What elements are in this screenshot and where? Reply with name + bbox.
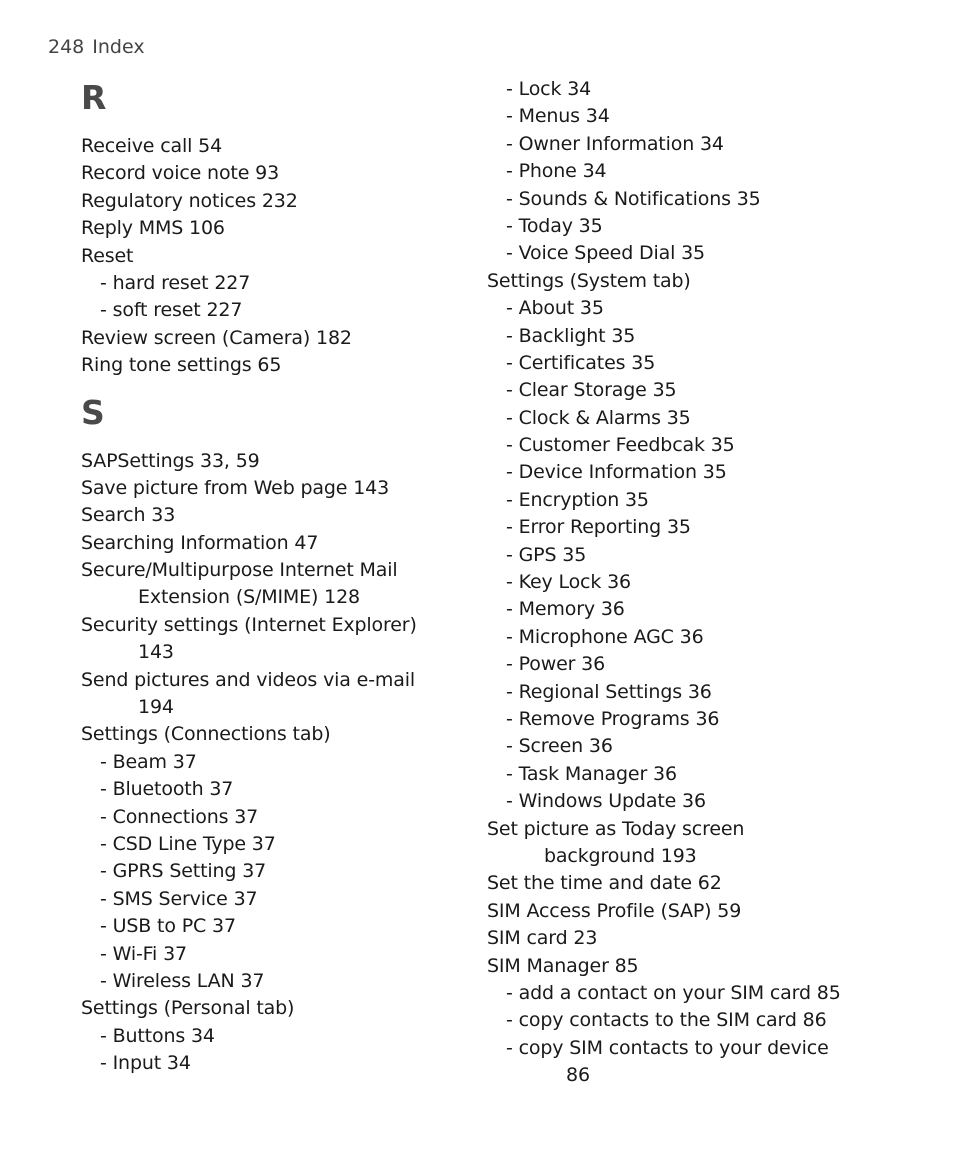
- index-entry: Search 33: [81, 504, 176, 527]
- index-entry: Settings (System tab): [487, 269, 691, 292]
- index-entry: Secure/Multipurpose Internet Mail: [81, 559, 398, 582]
- header-title: Index: [92, 36, 145, 58]
- index-entry: SIM card 23: [487, 927, 598, 950]
- index-entry: Record voice note 93: [81, 162, 280, 185]
- index-entry-continuation: Extension (S/MIME) 128: [138, 586, 361, 609]
- index-entry: Ring tone settings 65: [81, 354, 282, 377]
- index-subentry: - GPRS Setting 37: [100, 860, 267, 883]
- index-subentry: - copy SIM contacts to your device: [506, 1036, 829, 1059]
- index-subentry: - Connections 37: [100, 805, 259, 828]
- index-subentry: - Certificates 35: [506, 351, 656, 374]
- index-entry: Settings (Personal tab): [81, 997, 295, 1020]
- index-column-right: [487, 76, 927, 1089]
- index-entry: Reset: [81, 244, 134, 267]
- section-letter-s: S: [81, 392, 105, 432]
- index-entry: Set the time and date 62: [487, 872, 722, 895]
- index-entry: SAPSettings 33, 59: [81, 449, 260, 472]
- index-entry: Security settings (Internet Explorer): [81, 613, 417, 636]
- index-subentry: - GPS 35: [506, 543, 587, 566]
- index-subentry: - Backlight 35: [506, 324, 636, 347]
- index-entry-continuation: 194: [138, 696, 174, 719]
- index-subentry: - Wi-Fi 37: [100, 942, 187, 965]
- index-subentry: - Owner Information 34: [506, 132, 724, 155]
- index-subentry: - Beam 37: [100, 750, 197, 773]
- index-subentry: - About 35: [506, 297, 604, 320]
- running-header: [48, 36, 145, 58]
- index-entry: Settings (Connections tab): [81, 723, 331, 746]
- index-subentry: - hard reset 227: [100, 271, 251, 294]
- index-subentry: - Customer Feedbcak 35: [506, 434, 735, 457]
- index-subentry: - Lock 34: [506, 78, 592, 100]
- index-subentry: - Voice Speed Dial 35: [506, 242, 705, 265]
- index-subentry: - Sounds & Notifications 35: [506, 187, 761, 210]
- index-subentry: - add a contact on your SIM card 85: [506, 981, 841, 1004]
- index-entry: Send pictures and videos via e-mail: [81, 668, 416, 691]
- index-subentry: - soft reset 227: [100, 299, 243, 322]
- index-column-left: [81, 78, 471, 1078]
- page-number: 248: [48, 36, 85, 58]
- index-subentry: - Buttons 34: [100, 1024, 215, 1047]
- index-entry: Receive call 54: [81, 135, 223, 157]
- index-subentry: - Error Reporting 35: [506, 516, 691, 539]
- index-subentry: - Memory 36: [506, 598, 625, 621]
- index-entry-continuation: 143: [138, 641, 174, 664]
- section-letter-r: R: [81, 78, 107, 117]
- index-subentry: - Screen 36: [506, 735, 613, 758]
- index-subentry: - Microphone AGC 36: [506, 625, 704, 648]
- index-entry: SIM Manager 85: [487, 954, 639, 977]
- index-entry: Review screen (Camera) 182: [81, 326, 352, 349]
- index-entry-continuation: 86: [566, 1064, 590, 1087]
- index-subentry: - Encryption 35: [506, 488, 649, 511]
- index-subentry: - Today 35: [506, 214, 603, 237]
- index-entry: SIM Access Profile (SAP) 59: [487, 899, 742, 922]
- index-entry-continuation: background 193: [544, 844, 697, 867]
- index-subentry: - Bluetooth 37: [100, 778, 234, 801]
- index-subentry: - Device Information 35: [506, 461, 727, 484]
- index-entry: Regulatory notices 232: [81, 189, 298, 212]
- index-subentry: - Clear Storage 35: [506, 379, 677, 402]
- index-entry: Save picture from Web page 143: [81, 476, 390, 499]
- index-subentry: - copy contacts to the SIM card 86: [506, 1009, 827, 1032]
- index-subentry: - Power 36: [506, 653, 606, 676]
- index-entry: Reply MMS 106: [81, 217, 225, 240]
- index-entry: Set picture as Today screen: [487, 817, 745, 840]
- index-subentry: - CSD Line Type 37: [100, 832, 276, 855]
- index-subentry: - Task Manager 36: [506, 762, 677, 785]
- index-subentry: - USB to PC 37: [100, 915, 236, 938]
- index-subentry: - SMS Service 37: [100, 887, 258, 910]
- index-subentry: - Regional Settings 36: [506, 680, 712, 703]
- index-subentry: - Key Lock 36: [506, 571, 631, 594]
- index-subentry: - Windows Update 36: [506, 790, 706, 813]
- index-subentry: - Input 34: [100, 1052, 191, 1075]
- index-subentry: - Menus 34: [506, 105, 610, 128]
- index-subentry: - Remove Programs 36: [506, 707, 720, 730]
- index-subentry: - Wireless LAN 37: [100, 969, 265, 992]
- index-subentry: - Phone 34: [506, 160, 607, 183]
- index-subentry: - Clock & Alarms 35: [506, 406, 691, 429]
- index-entry: Searching Information 47: [81, 531, 319, 554]
